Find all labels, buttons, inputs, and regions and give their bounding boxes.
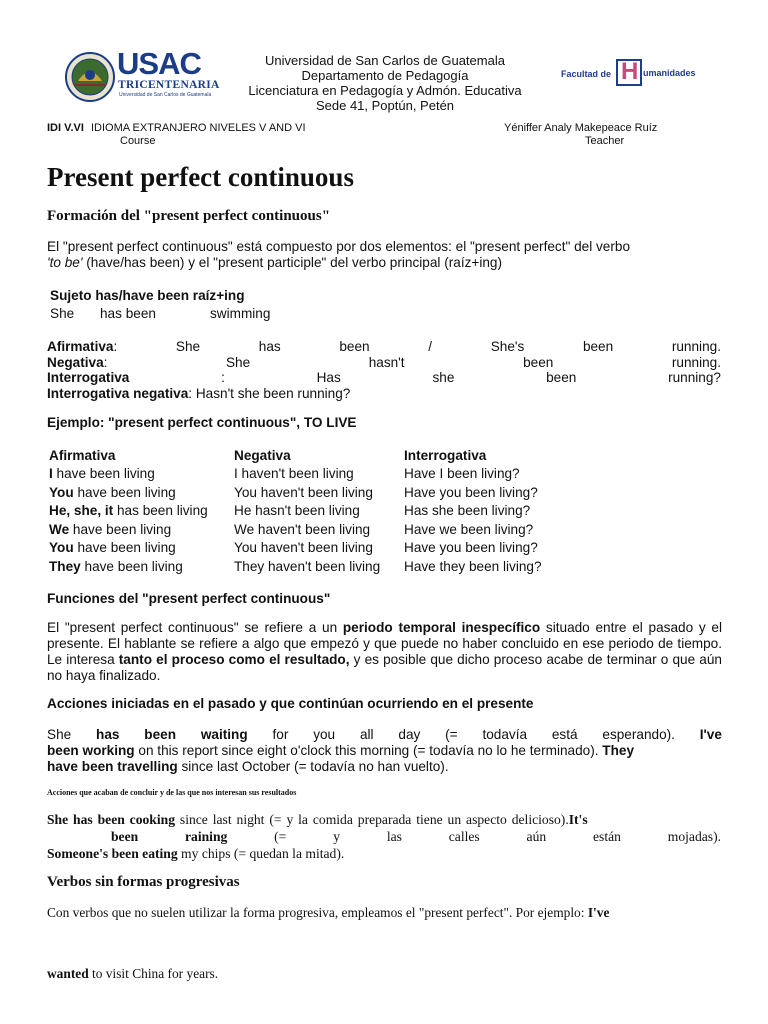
- interrogativa-word: running?: [668, 370, 721, 385]
- row-negative: He hasn't been living: [234, 503, 360, 519]
- row-negative: You haven't been living: [234, 540, 373, 556]
- forms-block: [47, 339, 721, 401]
- acciones-heading: Acciones iniciadas en el pasado y que continúan ocurriendo en el presente: [47, 696, 534, 711]
- concluir-heading: Acciones que acaban de concluir y de las que nos interesan sus resultados: [47, 788, 297, 797]
- row-affirmative: have been living: [73, 540, 176, 556]
- interrogativa-word: Has: [316, 370, 341, 385]
- acciones-word: I've: [699, 727, 722, 742]
- acciones-word: todavía: [482, 727, 528, 742]
- col-header-afirmativa: Afirmativa: [49, 447, 116, 463]
- acciones-paragraph: [47, 727, 722, 775]
- row-affirmative: have been living: [52, 466, 155, 482]
- campus-name: Sede 41, Poptún, Petén: [315, 98, 455, 113]
- interrogativa-word: been: [546, 370, 577, 385]
- concluir-bold: She has been cooking: [47, 812, 176, 827]
- row-subject: You: [49, 484, 74, 500]
- afirmativa-word: /: [428, 339, 433, 354]
- funciones-paragraph: [47, 620, 722, 684]
- negativa-word: She: [225, 354, 251, 370]
- concluir-line-2: [47, 828, 721, 845]
- teacher-label: Teacher: [585, 135, 625, 147]
- form-interrogativa: [47, 370, 721, 386]
- structure-heading: Sujeto has/have been raíz+ing: [50, 288, 245, 303]
- interrogativa-negativa-text: : Hasn't she been running?: [188, 385, 351, 401]
- concluir-bold: It's: [568, 812, 588, 827]
- acciones-word: está: [551, 727, 578, 742]
- concluir-word: están: [593, 829, 621, 844]
- acciones-line-3: [47, 759, 722, 775]
- acciones-word: been: [144, 727, 177, 742]
- afirmativa-word: been: [339, 339, 370, 354]
- formacion-line-1: El "present perfect continuous" está compuesto por dos elementos: el "present perfect" del verbo: [47, 239, 631, 254]
- acciones-bold: have been travelling: [47, 759, 178, 774]
- acciones-text: on this report since eight o'clock this morning (= todavía no lo he terminado).: [134, 743, 603, 758]
- teacher-name: Yéniffer Analy Makepeace Ruíz: [504, 122, 658, 134]
- acciones-word: waiting: [200, 727, 248, 742]
- verbos-text: Con verbos que no suelen utilizar la forma progresiva, empleamos el "present perfect". Por ejemplo:: [47, 905, 588, 920]
- funciones-bold: tanto el proceso como el resultado,: [118, 652, 350, 667]
- verbos-text: to visit China for years.: [88, 966, 219, 981]
- form-negativa: [47, 355, 721, 371]
- faculty-h-letter: H: [621, 58, 639, 85]
- formacion-heading: Formación del "present perfect continuous": [47, 208, 331, 224]
- course-code: IDI V.VI: [47, 122, 84, 134]
- verbos-line-2: [47, 966, 218, 982]
- department-name: Departamento de Pedagogía: [301, 68, 469, 83]
- faculty-suffix: umanidades: [643, 68, 696, 78]
- verbos-heading: Verbos sin formas progresivas: [47, 874, 240, 890]
- afirmativa-word: has: [258, 339, 281, 354]
- conjugation-table: [49, 446, 574, 576]
- funciones-text: y es posible que dicho proceso acabe de terminar o que aún no haya finalizado.: [47, 652, 722, 683]
- row-interrogative: Have you been living?: [404, 540, 538, 556]
- acciones-text: since last October (= todavía no han vuelto).: [177, 759, 449, 774]
- afirmativa-label: Afirmativa: [47, 339, 114, 354]
- verbos-bold: wanted: [47, 966, 89, 981]
- concluir-text: since last night (= y la comida preparada tiene un aspecto delicioso).: [175, 812, 569, 827]
- structure-aux: has been: [100, 306, 156, 321]
- verbos-line-1: [47, 905, 727, 921]
- concluir-text: my chips (= quedan la mitad).: [177, 846, 345, 861]
- row-interrogative: Have we been living?: [404, 521, 534, 537]
- afirmativa-colon: :: [113, 339, 118, 354]
- negativa-word: been: [523, 354, 554, 370]
- to-be-italic: 'to be': [47, 255, 83, 270]
- funciones-bold: periodo temporal inespecífico: [342, 620, 541, 635]
- usac-seal-icon: [64, 51, 116, 103]
- negativa-word: running.: [671, 354, 721, 370]
- table-row: [49, 483, 574, 502]
- concluir-word: been: [111, 829, 139, 844]
- acciones-word: (=: [445, 727, 458, 742]
- funciones-text: El "present perfect continuous" se refiere a un: [47, 620, 343, 635]
- row-negative: They haven't been living: [234, 558, 381, 574]
- interrogativa-label: Interrogativa: [47, 370, 130, 385]
- row-subject: He, she, it: [49, 503, 114, 519]
- table-row: [49, 502, 574, 521]
- row-subject: We: [49, 521, 70, 537]
- row-subject: I: [49, 466, 53, 482]
- concluir-word: (=: [274, 829, 287, 844]
- concluir-line-3: [47, 845, 721, 862]
- acciones-word: you: [313, 727, 336, 742]
- acciones-word: all: [359, 727, 374, 742]
- form-interrogativa-negativa: [47, 386, 721, 402]
- university-name: Universidad de San Carlos de Guatemala: [265, 53, 505, 68]
- usac-tiny-caption: Universidad de San Carlos de Guatemala: [119, 92, 212, 98]
- concluir-word: las: [386, 829, 402, 844]
- table-row: [49, 520, 574, 539]
- row-negative: I haven't been living: [234, 466, 354, 482]
- row-affirmative: have been living: [73, 484, 176, 500]
- usac-wordmark: USAC: [117, 46, 201, 81]
- negativa-label: Negativa: [47, 354, 104, 370]
- course-line: [47, 122, 727, 147]
- formacion-line-2: [47, 255, 727, 271]
- col-header-negativa: Negativa: [234, 447, 291, 463]
- row-interrogative: Has she been living?: [404, 503, 531, 519]
- concluir-word: calles: [448, 829, 480, 844]
- acciones-word: esperando).: [602, 727, 675, 742]
- structure-verb: swimming: [210, 306, 271, 321]
- row-negative: You haven't been living: [234, 484, 373, 500]
- usac-tricentenaria: TRICENTENARIA: [118, 79, 220, 91]
- acciones-line-1: [47, 727, 722, 743]
- acciones-line-2: [47, 743, 722, 759]
- usac-logo: [64, 46, 220, 104]
- interrogativa-colon: :: [221, 370, 225, 385]
- formacion-paragraph: [47, 239, 727, 271]
- row-affirmative: have been living: [80, 558, 183, 574]
- concluir-word: y: [333, 829, 340, 844]
- interrogativa-word: she: [432, 370, 455, 385]
- funciones-heading: Funciones del "present perfect continuous": [47, 591, 331, 606]
- verbos-bold: I've: [587, 905, 610, 920]
- negativa-colon: :: [103, 354, 108, 370]
- interrogativa-negativa-label: Interrogativa negativa: [47, 385, 189, 401]
- course-label: Course: [120, 135, 156, 147]
- table-row: [49, 557, 574, 576]
- institution-header: [210, 53, 560, 113]
- concluir-bold: Someone's been eating: [47, 846, 178, 861]
- acciones-word: She: [47, 727, 72, 742]
- row-interrogative: Have they been living?: [404, 558, 542, 574]
- row-interrogative: Have you been living?: [404, 484, 538, 500]
- acciones-word: has: [96, 727, 120, 742]
- funciones-text: situado entre el pasado y el presente. El hablante se refiere a algo que empezó y que puede no haber concluido en ese periodo de tiempo. Le interesa: [47, 620, 722, 667]
- ejemplo-heading: Ejemplo: "present perfect continuous", TO LIVE: [47, 415, 357, 430]
- negativa-word: hasn't: [368, 354, 405, 370]
- concluir-paragraph: [47, 811, 721, 862]
- row-affirmative: have been living: [69, 521, 172, 537]
- acciones-bold: They: [602, 743, 635, 758]
- structure-subject: She: [50, 306, 75, 321]
- form-afirmativa: [47, 339, 721, 355]
- row-subject: You: [49, 540, 74, 556]
- faculty-prefix: Facultad de: [561, 69, 612, 79]
- table-row: [49, 465, 574, 484]
- concluir-word: mojadas).: [667, 829, 721, 844]
- row-affirmative: has been living: [113, 503, 208, 519]
- concluir-word: raining: [185, 829, 228, 844]
- course-name: IDIOMA EXTRANJERO NIVELES V AND VI: [90, 122, 306, 134]
- row-interrogative: Have I been living?: [404, 466, 520, 482]
- acciones-word: for: [272, 727, 289, 742]
- afirmativa-word: She's: [490, 339, 525, 354]
- acciones-word: day: [398, 727, 421, 742]
- page-title: Present perfect continuous: [47, 162, 354, 192]
- row-subject: They: [49, 558, 81, 574]
- concluir-word: aún: [526, 829, 547, 844]
- faculty-h-mark: [616, 59, 642, 86]
- program-name: Licenciatura en Pedagogía y Admón. Educativa: [248, 83, 522, 98]
- col-header-interrogativa: Interrogativa: [404, 447, 487, 463]
- acciones-bold: been working: [47, 743, 135, 758]
- table-row: [49, 539, 574, 558]
- afirmativa-word: She: [175, 339, 201, 354]
- faculty-logo: [561, 58, 711, 90]
- afirmativa-word: running.: [671, 339, 721, 354]
- table-header-row: [49, 446, 574, 465]
- concluir-line-1: [47, 811, 721, 828]
- row-negative: We haven't been living: [234, 521, 371, 537]
- afirmativa-word: been: [582, 339, 614, 354]
- formacion-line-2-rest: (have/has been) y el "present participle" del verbo principal (raíz+ing): [82, 255, 503, 270]
